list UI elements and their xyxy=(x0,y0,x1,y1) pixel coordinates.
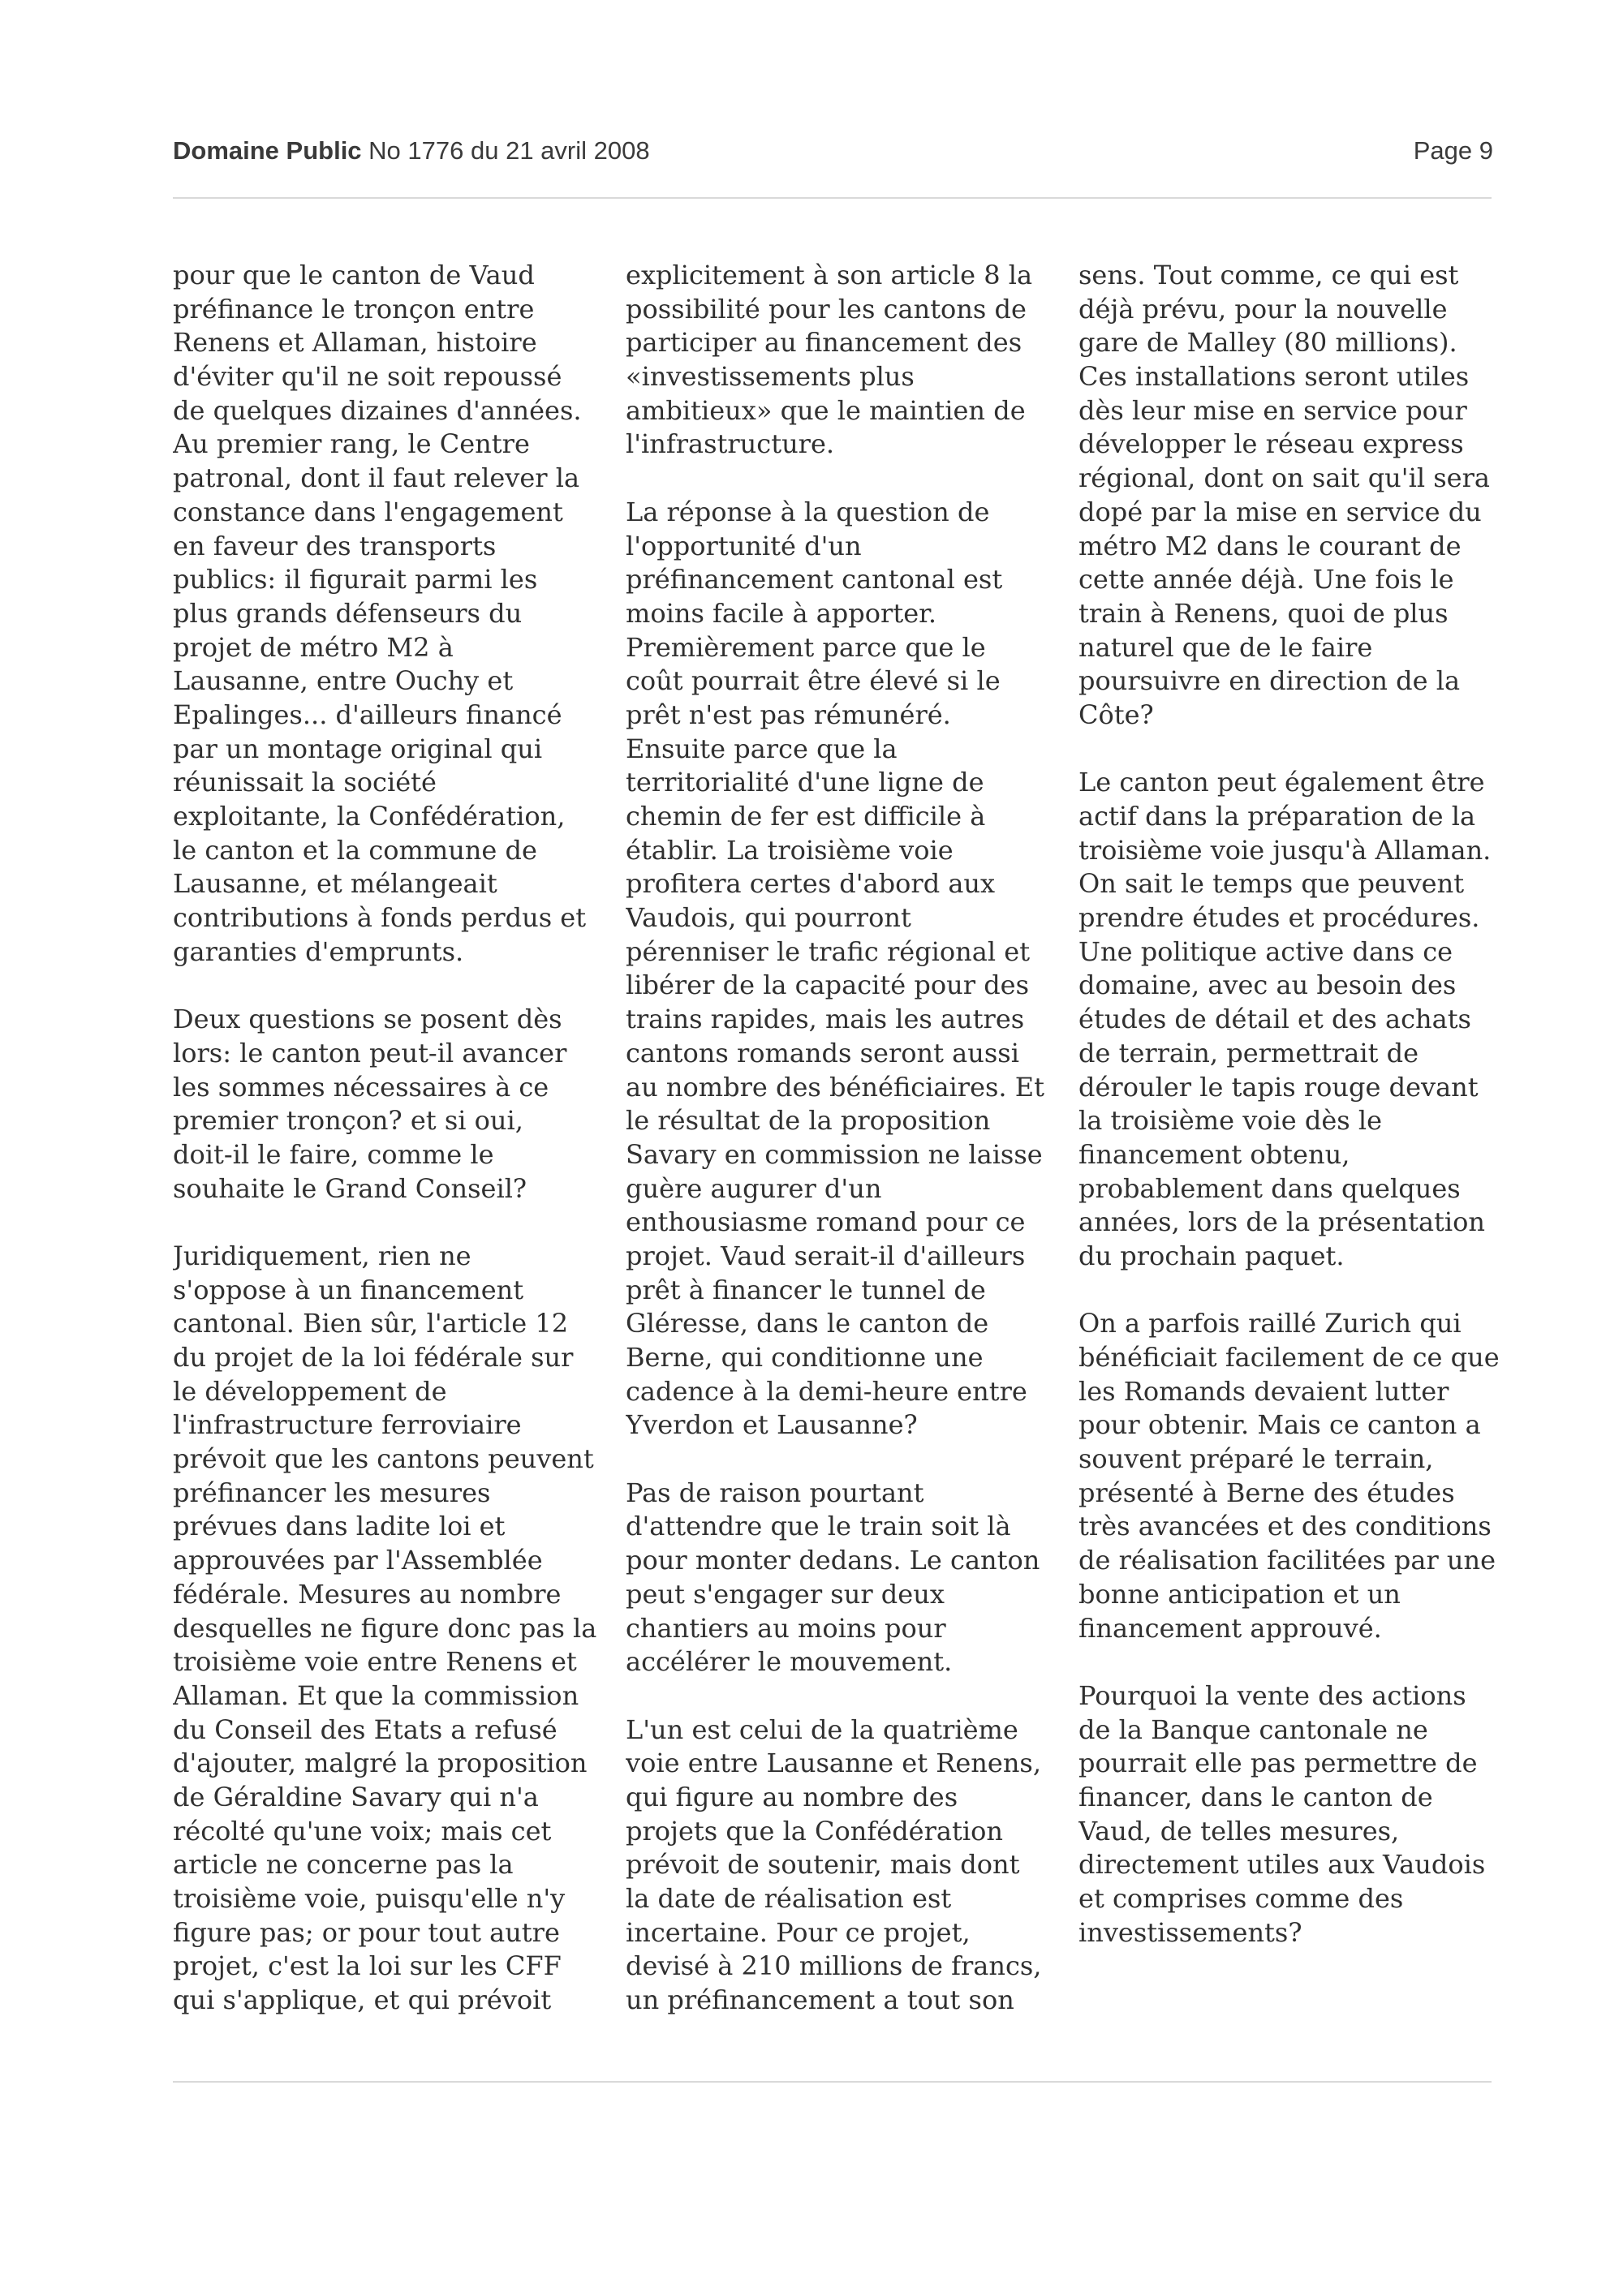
text-line xyxy=(173,1206,596,1240)
text-line: Premièrement parce que le xyxy=(626,631,986,663)
text-line: chemin de fer est difficile à xyxy=(626,801,986,832)
text-line: Vaudois, qui pourront xyxy=(626,902,911,934)
text-line: le canton et la commune de xyxy=(173,834,537,866)
text-line: actif dans la préparation de la xyxy=(1078,801,1476,832)
text-line: financer, dans le canton de xyxy=(1078,1781,1433,1812)
text-line: Au premier rang, le Centre xyxy=(173,428,530,460)
text-line: pour monter dedans. Le canton xyxy=(626,1545,1040,1576)
text-line: Ces installations seront utiles xyxy=(1078,361,1470,393)
text-line: prévoit de soutenir, mais dont xyxy=(626,1849,1020,1881)
text-line: l'infrastructure. xyxy=(626,428,835,460)
text-line: projet. Vaud serait-il d'ailleurs xyxy=(626,1240,1026,1271)
page-number: Page 9 xyxy=(1413,136,1493,165)
text-line: Pourquoi la vente des actions xyxy=(1078,1679,1466,1711)
text-line: fédérale. Mesures au nombre xyxy=(173,1578,562,1610)
text-line: Le canton peut également être xyxy=(1078,767,1485,798)
text-line: participer au financement des xyxy=(626,327,1022,359)
text-line: réunissait la société xyxy=(173,767,437,798)
text-line: Ensuite parce que la xyxy=(626,733,898,764)
text-line: les sommes nécessaires à ce xyxy=(173,1071,549,1103)
text-line: Côte? xyxy=(1078,699,1154,730)
text-line: trains rapides, mais les autres xyxy=(626,1004,1025,1035)
text-line xyxy=(1078,1274,1500,1308)
text-line: garanties d'emprunts. xyxy=(173,935,464,967)
text-line: projet de métro M2 à xyxy=(173,631,454,663)
text-line: «investissements plus xyxy=(626,361,915,393)
text-line xyxy=(626,1443,1049,1477)
text-line: prêt n'est pas rémunéré. xyxy=(626,699,951,730)
text-line: l'opportunité d'un xyxy=(626,530,862,561)
footer-divider xyxy=(173,2081,1492,2083)
text-line: souhaite le Grand Conseil? xyxy=(173,1172,527,1204)
text-line: train à Renens, quoi de plus xyxy=(1078,597,1449,629)
header-divider xyxy=(173,197,1492,199)
text-line: cantonal. Bien sûr, l'article 12 xyxy=(173,1308,569,1339)
text-line: publics: il figurait parmi les xyxy=(173,564,538,595)
text-line: du prochain paquet. xyxy=(1078,1240,1345,1271)
text-line xyxy=(173,969,596,1003)
text-line: pour obtenir. Mais ce canton a xyxy=(1078,1409,1481,1441)
text-line: de la Banque cantonale ne xyxy=(1078,1713,1428,1745)
text-line: Epalinges... d'ailleurs financé xyxy=(173,699,562,730)
text-line: années, lors de la présentation xyxy=(1078,1206,1485,1238)
text-column-2 xyxy=(626,259,1049,2068)
text-line: doit-il le faire, comme le xyxy=(173,1138,494,1170)
text-line: Deux questions se posent dès xyxy=(173,1004,562,1035)
text-line: Allaman. Et que la commission xyxy=(173,1679,579,1711)
text-line: bénéficiait facilement de ce que xyxy=(1078,1342,1500,1373)
text-line: prévoit que les cantons peuvent xyxy=(173,1443,594,1475)
text-line: très avancées et des conditions xyxy=(1078,1511,1492,1542)
text-line: Vaud, de telles mesures, xyxy=(1078,1815,1400,1847)
text-line: Savary en commission ne laisse xyxy=(626,1138,1043,1170)
page-header xyxy=(173,132,1493,170)
text-line: par un montage original qui xyxy=(173,733,543,764)
text-line: pérenniser le trafic régional et xyxy=(626,935,1031,967)
text-line: études de détail et des achats xyxy=(1078,1004,1471,1035)
text-line: probablement dans quelques xyxy=(1078,1172,1461,1204)
text-line: enthousiasme romand pour ce xyxy=(626,1206,1026,1238)
text-line: préfinancement cantonal est xyxy=(626,564,1003,595)
text-line: de quelques dizaines d'années. xyxy=(173,394,582,426)
text-line: exploitante, la Confédération, xyxy=(173,801,566,832)
text-line: qui s'applique, et qui prévoit xyxy=(173,1984,552,2016)
text-line: Yverdon et Lausanne? xyxy=(626,1409,918,1441)
text-line: La réponse à la question de xyxy=(626,496,990,527)
text-line: profitera certes d'abord aux xyxy=(626,868,996,900)
text-line: territorialité d'une ligne de xyxy=(626,767,984,798)
text-line: sens. Tout comme, ce qui est xyxy=(1078,260,1459,290)
text-line: On a parfois raillé Zurich qui xyxy=(1078,1308,1462,1339)
text-line: établir. La troisième voie xyxy=(626,834,954,866)
text-line: préfinance le tronçon entre xyxy=(173,293,535,325)
text-line xyxy=(1078,733,1500,767)
text-line: pour que le canton de Vaud xyxy=(173,260,535,290)
text-line: ambitieux» que le maintien de xyxy=(626,394,1026,426)
text-line: l'infrastructure ferroviaire xyxy=(173,1409,522,1441)
text-line: Berne, qui conditionne une xyxy=(626,1342,984,1373)
text-line: la troisième voie dès le xyxy=(1078,1105,1383,1137)
text-line: constance dans l'engagement xyxy=(173,496,563,527)
text-line: en faveur des transports xyxy=(173,530,497,561)
text-line: un préfinancement a tout son xyxy=(626,1984,1014,2016)
text-line: souvent préparé le terrain, xyxy=(1078,1443,1434,1475)
text-line: pourrait elle pas permettre de xyxy=(1078,1748,1478,1779)
text-line: voie entre Lausanne et Renens, xyxy=(626,1748,1042,1779)
text-line: Une politique active dans ce xyxy=(1078,935,1453,967)
text-line: On sait le temps que peuvent xyxy=(1078,868,1465,900)
text-line: projets que la Confédération xyxy=(626,1815,1003,1847)
text-line: la date de réalisation est xyxy=(626,1883,952,1914)
text-line: libérer de la capacité pour des xyxy=(626,970,1030,1001)
text-line: approuvées par l'Assemblée xyxy=(173,1545,543,1576)
text-line: domaine, avec au besoin des xyxy=(1078,970,1457,1001)
text-line: Juridiquement, rien ne xyxy=(173,1240,471,1271)
text-line: desquelles ne figure donc pas la xyxy=(173,1612,596,1644)
text-line: les Romands devaient lutter xyxy=(1078,1375,1449,1407)
text-line: financement approuvé. xyxy=(1078,1612,1382,1644)
text-line: figure pas; or pour tout autre xyxy=(173,1916,560,1948)
text-line xyxy=(626,1679,1049,1713)
text-line: naturel que de le faire xyxy=(1078,631,1373,663)
text-line: explicitement à son article 8 la xyxy=(626,260,1033,290)
text-line: possibilité pour les cantons de xyxy=(626,293,1027,325)
text-line: Lausanne, et mélangeait xyxy=(173,868,497,900)
text-line: directement utiles aux Vaudois xyxy=(1078,1849,1486,1881)
text-line xyxy=(1078,1645,1500,1679)
text-line: cadence à la demi-heure entre xyxy=(626,1375,1027,1407)
text-line: incertaine. Pour ce projet, xyxy=(626,1916,971,1948)
text-line: récolté qu'une voix; mais cet xyxy=(173,1815,552,1847)
text-line xyxy=(626,462,1049,496)
text-line: prendre études et procédures. xyxy=(1078,902,1480,934)
text-line: troisième voie, puisqu'elle n'y xyxy=(173,1883,566,1914)
text-line: au nombre des bénéficiaires. Et xyxy=(626,1071,1044,1103)
text-line: préfinancer les mesures xyxy=(173,1477,491,1508)
text-line: cantons romands seront aussi xyxy=(626,1037,1019,1068)
text-line: plus grands défenseurs du xyxy=(173,597,523,629)
header-left xyxy=(173,132,650,170)
text-line: Pas de raison pourtant xyxy=(626,1477,924,1508)
text-line: troisième voie entre Renens et xyxy=(173,1646,577,1678)
text-line: et comprises comme des xyxy=(1078,1883,1404,1914)
text-line: dopé par la mise en service du xyxy=(1078,496,1482,527)
text-line: de terrain, permettrait de xyxy=(1078,1037,1419,1068)
text-line: présenté à Berne des études xyxy=(1078,1477,1455,1508)
text-line: guère augurer d'un xyxy=(626,1172,882,1204)
text-line: article ne concerne pas la xyxy=(173,1849,514,1881)
text-line: investissements? xyxy=(1078,1916,1302,1948)
text-line: prévues dans ladite loi et xyxy=(173,1511,506,1542)
text-line: peut s'engager sur deux xyxy=(626,1578,945,1610)
text-column-1 xyxy=(173,259,596,2068)
text-line: d'éviter qu'il ne soit repoussé xyxy=(173,361,562,393)
text-line: bonne anticipation et un xyxy=(1078,1578,1401,1610)
text-line: L'un est celui de la quatrième xyxy=(626,1713,1018,1745)
text-line: cette année déjà. Une fois le xyxy=(1078,564,1454,595)
text-line: s'oppose à un financement xyxy=(173,1274,524,1305)
text-line: dès leur mise en service pour xyxy=(1078,394,1467,426)
text-line: Gléresse, dans le canton de xyxy=(626,1308,989,1339)
issue-info: No 1776 du 21 avril 2008 xyxy=(368,136,650,165)
text-line: le résultat de la proposition xyxy=(626,1105,991,1137)
text-line: Lausanne, entre Ouchy et xyxy=(173,665,514,697)
text-line: dérouler le tapis rouge devant xyxy=(1078,1071,1479,1103)
text-line: troisième voie jusqu'à Allaman. xyxy=(1078,834,1492,866)
text-line: accélérer le mouvement. xyxy=(626,1646,953,1678)
text-line: financement obtenu, xyxy=(1078,1138,1350,1170)
text-line: d'attendre que le train soit là xyxy=(626,1511,1011,1542)
text-line: gare de Malley (80 millions). xyxy=(1078,327,1457,359)
text-line: du projet de la loi fédérale sur xyxy=(173,1342,574,1373)
text-line: prêt à financer le tunnel de xyxy=(626,1274,986,1305)
text-line: premier tronçon? et si oui, xyxy=(173,1105,523,1137)
publication-title: Domaine Public xyxy=(173,136,362,165)
text-line: moins facile à apporter. xyxy=(626,597,937,629)
text-line: patronal, dont il faut relever la xyxy=(173,462,580,494)
text-line: qui figure au nombre des xyxy=(626,1781,958,1812)
text-column-3 xyxy=(1078,259,1500,2068)
text-line: de Géraldine Savary qui n'a xyxy=(173,1781,539,1812)
text-line: contributions à fonds perdus et xyxy=(173,902,587,934)
text-line: chantiers au moins pour xyxy=(626,1612,946,1644)
text-line: développer le réseau express xyxy=(1078,428,1464,460)
text-line: Renens et Allaman, histoire xyxy=(173,327,537,359)
text-line: le développement de xyxy=(173,1375,447,1407)
text-line: déjà prévu, pour la nouvelle xyxy=(1078,293,1448,325)
text-line: projet, c'est la loi sur les CFF xyxy=(173,1950,562,1982)
text-line: régional, dont on sait qu'il sera xyxy=(1078,462,1490,494)
text-line: lors: le canton peut-il avancer xyxy=(173,1037,567,1068)
text-line: poursuivre en direction de la xyxy=(1078,665,1461,697)
text-line: d'ajouter, malgré la proposition xyxy=(173,1748,588,1779)
text-line: de réalisation facilitées par une xyxy=(1078,1545,1496,1576)
text-line: métro M2 dans le courant de xyxy=(1078,530,1462,561)
text-line: devisé à 210 millions de francs, xyxy=(626,1950,1042,1982)
text-line: du Conseil des Etats a refusé xyxy=(173,1713,558,1745)
text-line: coût pourrait être élevé si le xyxy=(626,665,1001,697)
